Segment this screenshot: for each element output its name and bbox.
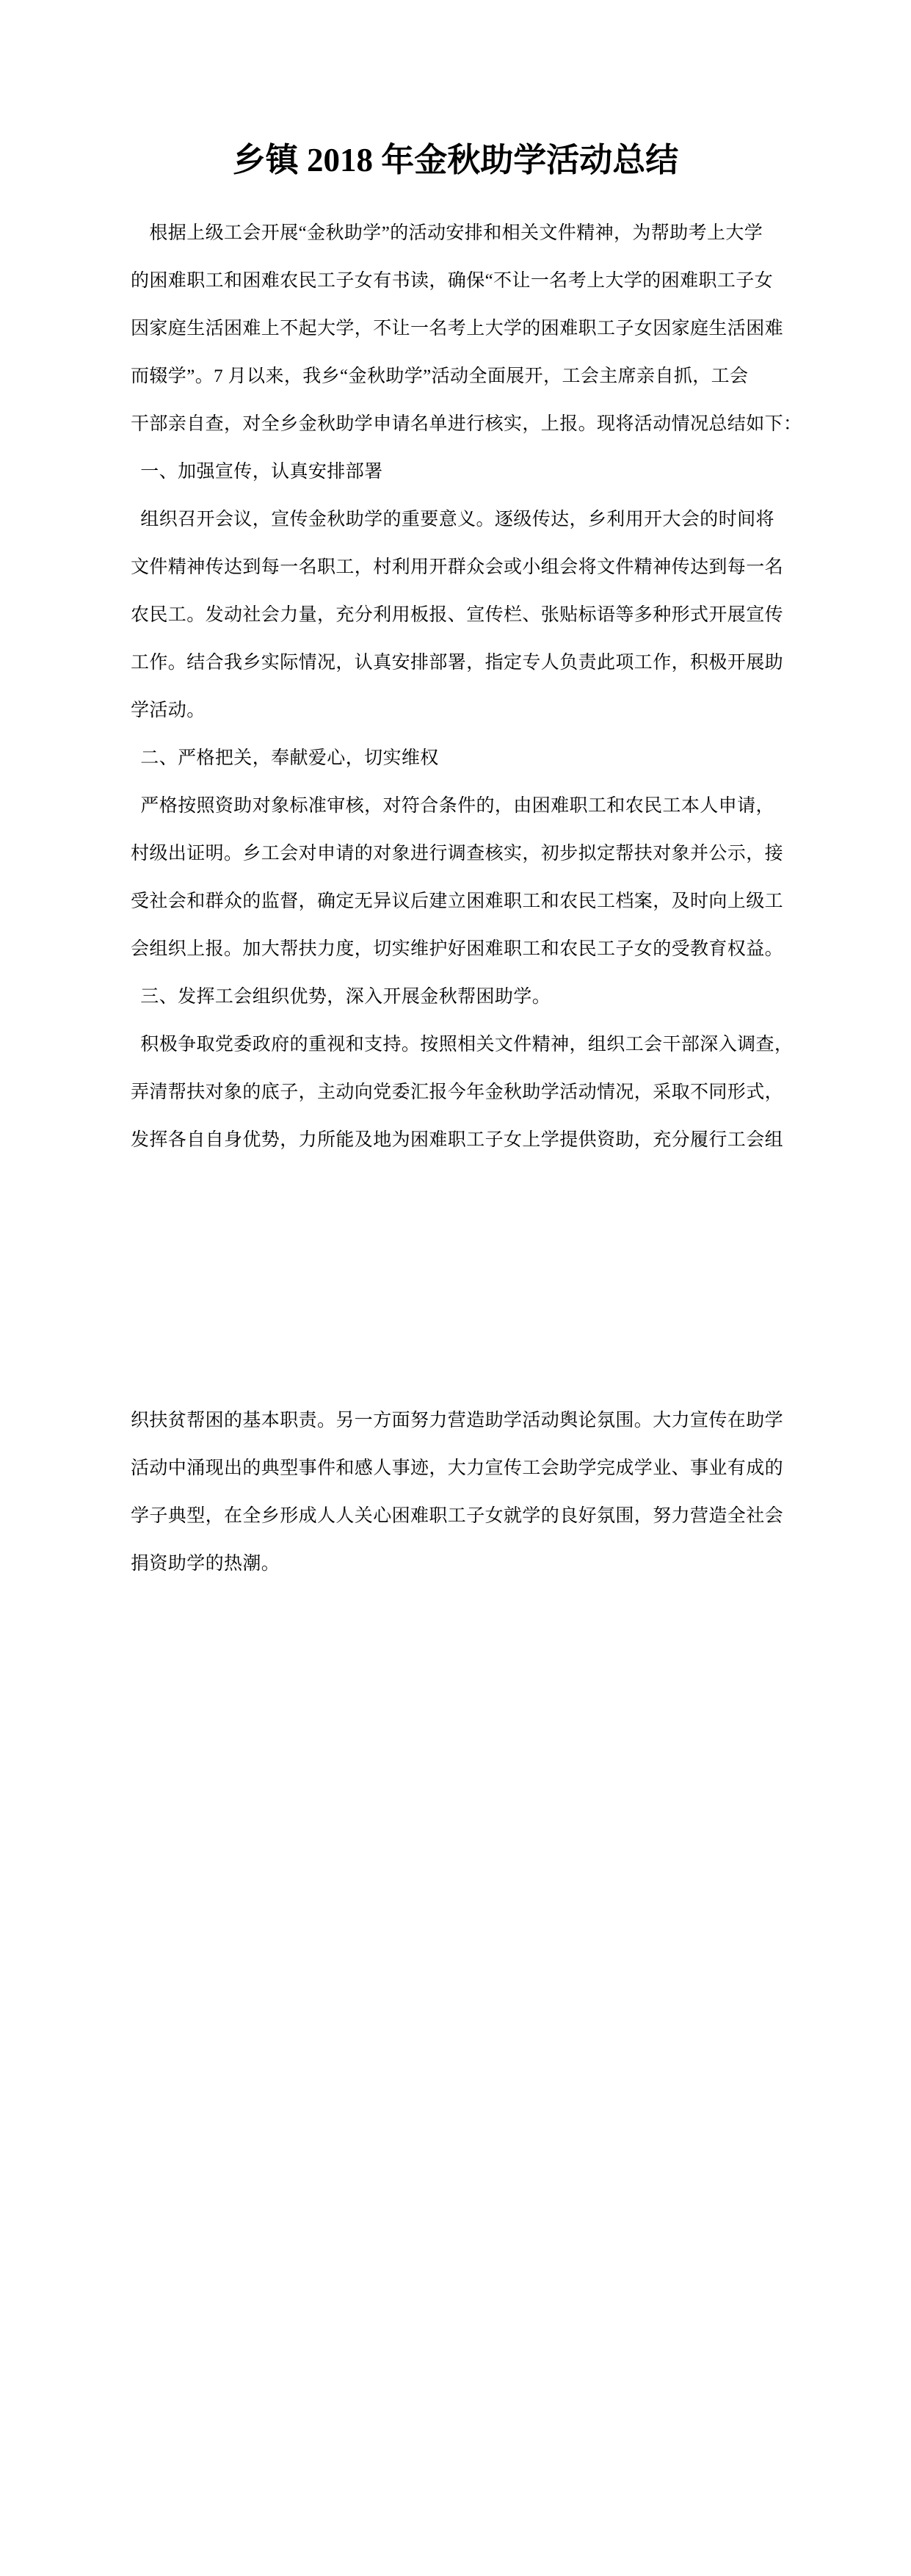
section-heading-line: 一、加强宣传，认真安排部署 <box>131 462 383 482</box>
section-heading-line: 三、发挥工会组织优势，深入开展金秋帮困助学。 <box>131 987 551 1007</box>
text-line: 发挥各自自身优势，力所能及地为困难职工子女上学提供资助，充分履行工会组 <box>131 1130 784 1150</box>
text-line: 捐资助学的热潮。 <box>131 1554 280 1574</box>
text-line: 而辍学”。7 月以来，我乡“金秋助学”活动全面展开，工会主席亲自抓，工会 <box>131 366 749 386</box>
text-line: 干部亲自查，对全乡金秋助学申请名单进行核实，上报。现将活动情况总结如下： <box>131 414 802 434</box>
page-1-text-block <box>131 209 806 1164</box>
text-line: 严格按照资助对象标准审核，对符合条件的，由困难职工和农民工本人申请， <box>131 796 774 816</box>
text-line: 工作。结合我乡实际情况，认真安排部署，指定专人负责此项工作，积极开展助 <box>131 653 784 673</box>
text-line: 学活动。 <box>131 701 206 720</box>
text-line: 活动中涌现出的典型事件和感人事迹，大力宣传工会助学完成学业、事业有成的 <box>131 1458 784 1478</box>
text-line: 组织召开会议，宣传金秋助学的重要意义。逐级传达，乡利用开大会的时间将 <box>131 510 774 529</box>
text-line: 农民工。发动社会力量，充分利用板报、宣传栏、张贴标语等多种形式开展宣传 <box>131 605 784 625</box>
page-title: 乡镇 2018 年金秋助学活动总结 <box>232 142 679 178</box>
page-2-text-block <box>131 1397 806 1588</box>
text-line: 文件精神传达到每一名职工，村利用开群众会或小组会将文件精神传达到每一名 <box>131 557 784 577</box>
section-heading-line: 二、严格把关，奉献爱心，切实维权 <box>131 748 439 768</box>
text-line: 积极争取党委政府的重视和支持。按照相关文件精神，组织工会干部深入调查， <box>131 1035 794 1054</box>
text-line: 弄清帮扶对象的底子，主动向党委汇报今年金秋助学活动情况，采取不同形式， <box>131 1082 784 1102</box>
text-line: 受社会和群众的监督，确定无异议后建立困难职工和农民工档案，及时向上级工 <box>131 891 784 911</box>
text-line: 村级出证明。乡工会对申请的对象进行调查核实，初步拟定帮扶对象并公示，接 <box>131 844 784 864</box>
text-line: 织扶贫帮困的基本职责。另一方面努力营造助学活动舆论氛围。大力宣传在助学 <box>131 1411 784 1430</box>
text-line: 学子典型，在全乡形成人人关心困难职工子女就学的良好氛围，努力营造全社会 <box>131 1506 784 1526</box>
text-line: 会组织上报。加大帮扶力度，切实维护好困难职工和农民工子女的受教育权益。 <box>131 939 784 959</box>
text-line: 的困难职工和困难农民工子女有书读，确保“不让一名考上大学的困难职工子女 <box>131 271 774 291</box>
text-line: 因家庭生活困难上不起大学，不让一名考上大学的困难职工子女因家庭生活困难 <box>131 319 784 339</box>
text-line: 根据上级工会开展“金秋助学”的活动安排和相关文件精神，为帮助考上大学 <box>131 223 763 243</box>
